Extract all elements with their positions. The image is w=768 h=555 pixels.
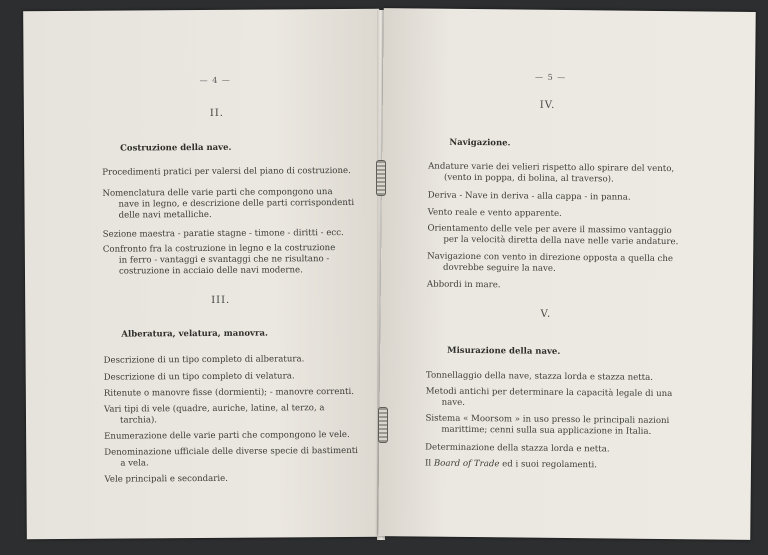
page-number: — 4 — <box>199 75 231 86</box>
text-line: a vela. <box>120 458 149 469</box>
text-line: Denominazione ufficiale delle diverse specie di bastimenti <box>104 445 358 458</box>
text-line: Deriva - Nave in deriva - alla cappa - in panna. <box>427 190 631 203</box>
section-heading: Alberatura, velatura, manovra. <box>121 328 268 340</box>
text-line: Confronto fra la costruzione in legno e la costruzione <box>102 243 336 255</box>
text-line: Vele principali e secondarie. <box>104 473 228 485</box>
text-line: Descrizione di un tipo completo di velatura. <box>103 371 295 383</box>
text-line: Ritenute o manovre fisse (dormienti); - manovre correnti. <box>103 386 355 399</box>
section-numeral: IV. <box>539 99 556 111</box>
text-line: dovrebbe seguire la nave. <box>443 262 556 274</box>
section-heading: Navigazione. <box>449 137 511 149</box>
section-numeral: V. <box>540 308 552 320</box>
section-heading: Misurazione della nave. <box>447 345 561 357</box>
text-line: Procedimenti pratici per valersi del piano di costruzione. <box>102 165 351 178</box>
text-line: nave. <box>441 397 466 408</box>
section-numeral: II. <box>209 107 225 119</box>
section-heading: Costruzione della nave. <box>120 142 232 154</box>
text-line: Navigazione con vento in direzione opposta a quella che <box>427 251 674 265</box>
text-line: delle navi metalliche. <box>118 209 212 221</box>
staple-top <box>376 160 386 196</box>
text-line: in ferro - vantaggi e svantaggi che ne risultano - <box>118 254 330 266</box>
text-line: Descrizione di un tipo completo di alberatura. <box>103 354 305 366</box>
text-line: marittime; cenni sulla sua applicazione in Italia. <box>441 424 652 437</box>
text-line: per la velocità diretta della nave nelle varie andature. <box>443 234 679 248</box>
text-line: tarchia). <box>119 415 158 426</box>
text-line: Orientamento delle vele per avere il massimo vantaggio <box>427 223 672 237</box>
text-line: nave in legno, e descrizione delle parti corrispondenti <box>118 197 355 210</box>
text-line: costruzione in acciaio delle navi moderne. <box>118 265 303 277</box>
text-line: Il Board of Trade ed i suoi regolamenti. <box>424 458 598 471</box>
text-line: Vari tipi di vele (quadre, auriche, latine, al terzo, a <box>103 403 325 415</box>
text-line: Metodi antichi per determinare la capacità legale di una <box>425 386 673 400</box>
text-line: Sistema « Moorsom » in uso presso le principali nazioni <box>425 413 670 427</box>
text-line: Nomenclatura delle varie parti che compongono una <box>102 187 333 199</box>
page-number: — 5 — <box>535 72 567 82</box>
left-page <box>23 9 383 539</box>
right-page <box>378 8 756 540</box>
text-line: Enumerazione delle varie parti che compongono le vele. <box>104 429 350 442</box>
text-line: Sezione maestra - paratie stagne - timone - diritti - ecc. <box>102 228 344 240</box>
text-line: Vento reale e vento apparente. <box>427 207 562 219</box>
text-line: Determinazione della stazza lorda e netta. <box>425 442 610 455</box>
text-line: Tonnellaggio della nave, stazza lorda e stazza netta. <box>425 370 654 383</box>
text-line: Andature varie dei velieri rispetto allo spirare del vento, <box>428 161 675 175</box>
staple-bottom <box>378 407 388 443</box>
text-line: Abbordi in mare. <box>426 279 501 291</box>
section-numeral: III. <box>211 294 231 306</box>
text-line: (vento in poppa, di bolina, al traverso). <box>443 172 614 185</box>
